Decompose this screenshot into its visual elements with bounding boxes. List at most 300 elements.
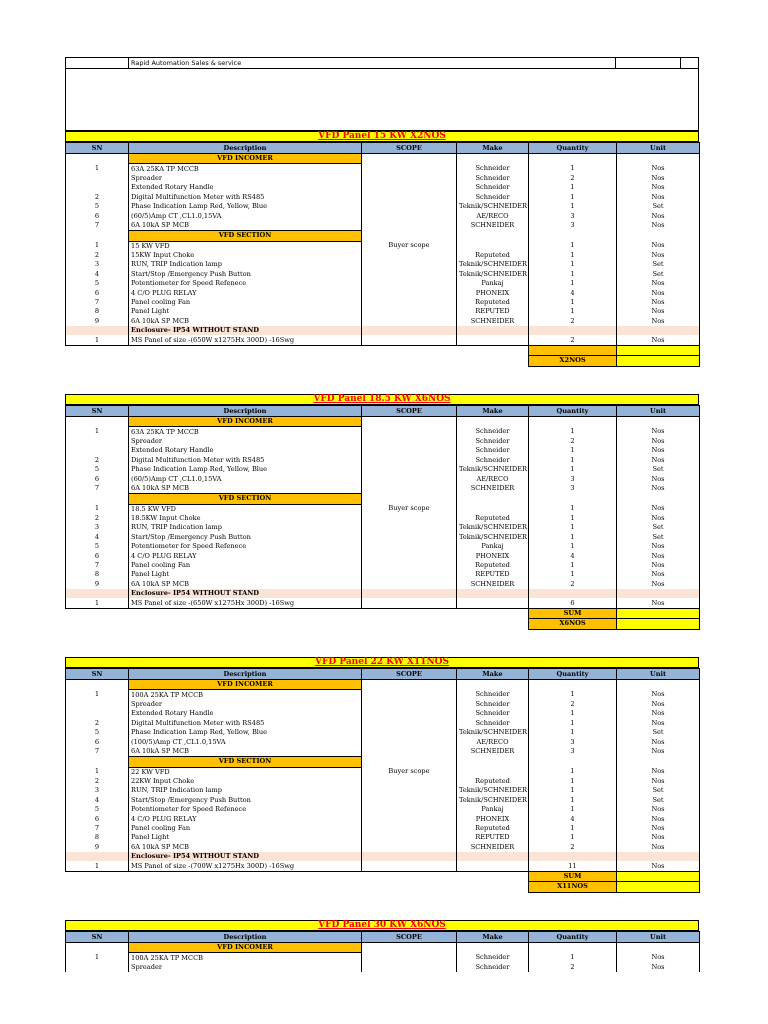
description-cell: Start/Stop /Emergency Push Button xyxy=(129,796,362,805)
quantity-cell: 2 xyxy=(529,963,617,972)
sn-cell: 1 xyxy=(66,241,129,251)
table-row xyxy=(66,747,700,757)
blank-cell xyxy=(617,231,700,241)
unit-cell: Nos xyxy=(617,551,700,560)
description-cell: Spreader xyxy=(129,437,362,446)
make-cell: REPUTED xyxy=(457,833,529,842)
column-header-scope: SCOPE xyxy=(362,406,457,417)
sum-label xyxy=(529,345,617,355)
scope-cell xyxy=(362,690,457,700)
description-cell: 22 KW VFD xyxy=(129,767,362,777)
make-cell: Schneider xyxy=(457,690,529,700)
blank-cell xyxy=(529,680,617,690)
column-header-sn: SN xyxy=(66,406,129,417)
description-cell: Potentiometer for Speed Refenece xyxy=(129,279,362,288)
blank-cell xyxy=(66,943,129,953)
unit-cell: Nos xyxy=(617,446,700,455)
quantity-cell: 1 xyxy=(529,805,617,814)
table-row xyxy=(66,777,700,786)
unit-cell: Nos xyxy=(617,719,700,728)
quantity-cell: 1 xyxy=(529,719,617,728)
column-header-description: Description xyxy=(129,932,362,943)
blank-cell xyxy=(66,154,129,164)
enclosure-label: Enclosure- IP54 WITHOUT STAND xyxy=(129,589,362,598)
blank-cell xyxy=(362,494,457,504)
description-cell: MS Panel of size -(650W x1275Hx 300D) -16Swg xyxy=(129,598,362,608)
sn-cell: 9 xyxy=(66,580,129,589)
blank-cell xyxy=(66,356,529,366)
quantity-cell: 1 xyxy=(529,514,617,523)
scope-cell xyxy=(362,174,457,183)
quantity-cell: 1 xyxy=(529,786,617,795)
make-cell: Teknik/SCHNEIDER xyxy=(457,728,529,737)
unit-cell: Set xyxy=(617,260,700,269)
blank-cell xyxy=(529,154,617,164)
unit-cell: Set xyxy=(617,728,700,737)
unit-cell: Nos xyxy=(617,251,700,260)
unit-cell: Nos xyxy=(617,814,700,823)
scope-cell xyxy=(362,183,457,192)
quantity-cell: 2 xyxy=(529,174,617,183)
table-row xyxy=(66,279,700,288)
sn-cell: 5 xyxy=(66,542,129,551)
column-header-scope: SCOPE xyxy=(362,143,457,154)
unit-cell: Set xyxy=(617,796,700,805)
blank-cell xyxy=(457,680,529,690)
sn-cell xyxy=(66,446,129,455)
unit-cell: Nos xyxy=(617,580,700,589)
table-row xyxy=(66,796,700,805)
make-cell: Reputeted xyxy=(457,251,529,260)
description-cell: Spreader xyxy=(129,963,362,972)
blank-cell xyxy=(617,757,700,767)
table-row xyxy=(66,193,700,202)
scope-cell xyxy=(362,709,457,718)
blank-cell xyxy=(617,852,700,861)
blank-cell xyxy=(66,494,129,504)
scope-cell xyxy=(362,953,457,963)
sn-cell: 6 xyxy=(66,551,129,560)
scope-cell xyxy=(362,335,457,345)
quantity-cell: 2 xyxy=(529,843,617,852)
quantity-cell: 3 xyxy=(529,211,617,220)
unit-cell: Nos xyxy=(617,164,700,174)
make-cell xyxy=(457,504,529,514)
make-cell: SCHNEIDER xyxy=(457,747,529,757)
vfd-section-label: VFD SECTION xyxy=(129,231,362,241)
description-cell: Panel Light xyxy=(129,833,362,842)
make-cell xyxy=(457,241,529,251)
sn-cell: 8 xyxy=(66,307,129,316)
column-header-description: Description xyxy=(129,669,362,680)
quantity-cell: 1 xyxy=(529,796,617,805)
header-blank-cell xyxy=(616,58,681,68)
quantity-cell: 1 xyxy=(529,777,617,786)
quantity-cell: 1 xyxy=(529,465,617,474)
make-cell: Teknik/SCHNEIDER xyxy=(457,786,529,795)
sn-cell: 2 xyxy=(66,514,129,523)
column-header-row xyxy=(66,143,700,154)
unit-cell: Nos xyxy=(617,561,700,570)
sn-cell: 4 xyxy=(66,270,129,279)
description-cell: Panel cooling Fan xyxy=(129,298,362,307)
sn-cell: 1 xyxy=(66,690,129,700)
make-cell: Schneider xyxy=(457,446,529,455)
unit-cell: Nos xyxy=(617,700,700,709)
make-cell xyxy=(457,598,529,608)
make-cell: Schneider xyxy=(457,456,529,465)
unit-cell: Nos xyxy=(617,288,700,297)
description-cell: 6A 10kA SP MCB xyxy=(129,747,362,757)
table-row xyxy=(66,317,700,326)
sn-cell: 8 xyxy=(66,570,129,579)
description-cell: 63A 25KA TP MCCB xyxy=(129,427,362,437)
quantity-cell: 4 xyxy=(529,814,617,823)
scope-cell xyxy=(362,824,457,833)
blank-cell xyxy=(617,417,700,427)
make-cell: Pankaj xyxy=(457,542,529,551)
table-row xyxy=(66,843,700,852)
blank-cell xyxy=(457,494,529,504)
sn-cell: 1 xyxy=(66,598,129,608)
description-cell: Start/Stop /Emergency Push Button xyxy=(129,270,362,279)
section-vfd-panel-22kw xyxy=(65,657,699,893)
unit-cell: Nos xyxy=(617,767,700,777)
sn-cell: 6 xyxy=(66,737,129,746)
quantity-cell: 1 xyxy=(529,709,617,718)
table-row xyxy=(66,456,700,465)
company-name: Rapid Automation Sales & service xyxy=(129,58,616,68)
unit-cell: Nos xyxy=(617,307,700,316)
quantity-cell: 1 xyxy=(529,561,617,570)
scope-cell xyxy=(362,437,457,446)
table-row xyxy=(66,861,700,871)
description-cell: 100A 25KA TP MCCB xyxy=(129,953,362,963)
quantity-multiplier: X2NOS xyxy=(529,356,617,366)
unit-cell: Nos xyxy=(617,221,700,231)
bill-of-materials-table xyxy=(65,931,700,972)
sn-cell: 1 xyxy=(66,335,129,345)
table-row xyxy=(66,260,700,269)
sn-cell: 7 xyxy=(66,824,129,833)
table-row xyxy=(66,298,700,307)
column-header-unit: Unit xyxy=(617,143,700,154)
enclosure-label: Enclosure- IP54 WITHOUT STAND xyxy=(129,852,362,861)
bill-of-materials-table xyxy=(65,668,700,893)
blank-cell xyxy=(457,326,529,335)
description-cell: Potentiometer for Speed Refenece xyxy=(129,805,362,814)
quantity-cell: 1 xyxy=(529,270,617,279)
blank-cell xyxy=(362,757,457,767)
column-header-scope: SCOPE xyxy=(362,669,457,680)
sn-cell: 3 xyxy=(66,523,129,532)
quantity-cell: 1 xyxy=(529,260,617,269)
unit-cell: Nos xyxy=(617,474,700,483)
make-cell: REPUTED xyxy=(457,570,529,579)
header-blank-cell xyxy=(66,58,129,68)
quantity-cell: 1 xyxy=(529,446,617,455)
scope-cell xyxy=(362,193,457,202)
sn-cell: 5 xyxy=(66,279,129,288)
make-cell: Schneider xyxy=(457,437,529,446)
unit-cell: Nos xyxy=(617,737,700,746)
table-row xyxy=(66,533,700,542)
description-cell: Spreader xyxy=(129,174,362,183)
make-cell: Teknik/SCHNEIDER xyxy=(457,796,529,805)
scope-cell xyxy=(362,786,457,795)
table-row xyxy=(66,805,700,814)
sn-cell: 7 xyxy=(66,561,129,570)
unit-cell: Nos xyxy=(617,861,700,871)
blank-cell xyxy=(617,494,700,504)
sn-cell: 5 xyxy=(66,728,129,737)
table-row xyxy=(66,767,700,777)
description-cell: 63A 25KA TP MCCB xyxy=(129,164,362,174)
make-cell xyxy=(457,335,529,345)
description-cell: Panel Light xyxy=(129,570,362,579)
description-cell: Extended Rotary Handle xyxy=(129,709,362,718)
sn-cell: 7 xyxy=(66,298,129,307)
unit-cell: Nos xyxy=(617,833,700,842)
unit-cell: Nos xyxy=(617,570,700,579)
table-row xyxy=(66,504,700,514)
section-title: VFD Panel 18.5 KW X6NOS xyxy=(65,394,699,405)
blank-cell xyxy=(457,852,529,861)
description-cell: 6A 10kA SP MCB xyxy=(129,221,362,231)
blank-cell xyxy=(66,871,529,881)
scope-cell xyxy=(362,260,457,269)
column-header-sn: SN xyxy=(66,932,129,943)
scope-cell xyxy=(362,580,457,589)
unit-cell: Nos xyxy=(617,183,700,192)
description-cell: Digital Multifunction Meter with RS485 xyxy=(129,456,362,465)
unit-cell: Nos xyxy=(617,437,700,446)
sn-cell: 9 xyxy=(66,317,129,326)
description-cell: Start/Stop /Emergency Push Button xyxy=(129,533,362,542)
sn-cell: 6 xyxy=(66,288,129,297)
scope-cell xyxy=(362,484,457,494)
blank-cell xyxy=(66,852,129,861)
blank-cell xyxy=(617,154,700,164)
table-row xyxy=(66,514,700,523)
vfd-incomer-label: VFD INCOMER xyxy=(129,154,362,164)
unit-cell: Set xyxy=(617,533,700,542)
make-cell: SCHNEIDER xyxy=(457,484,529,494)
make-cell: Schneider xyxy=(457,709,529,718)
make-cell: Reputeted xyxy=(457,824,529,833)
table-row xyxy=(66,833,700,842)
vfd-section-label-row xyxy=(66,757,700,767)
quantity-multiplier: X11NOS xyxy=(529,882,617,892)
make-cell: SCHNEIDER xyxy=(457,580,529,589)
table-row xyxy=(66,786,700,795)
make-cell: Schneider xyxy=(457,164,529,174)
description-cell: 4 C/O PLUG RELAY xyxy=(129,288,362,297)
section-vfd-panel-15kw xyxy=(65,131,699,367)
description-cell: Digital Multifunction Meter with RS485 xyxy=(129,193,362,202)
scope-cell xyxy=(362,270,457,279)
description-cell: (60/5)Amp CT ,CL1.0,15VA xyxy=(129,474,362,483)
description-cell: MS Panel of size -(700W x1275Hx 300D) -16Swg xyxy=(129,861,362,871)
table-row xyxy=(66,814,700,823)
sn-cell xyxy=(66,700,129,709)
quantity-cell: 1 xyxy=(529,307,617,316)
scope-cell xyxy=(362,833,457,842)
scope-cell xyxy=(362,279,457,288)
unit-cell: Nos xyxy=(617,690,700,700)
description-cell: RUN, TRIP Indication lamp xyxy=(129,523,362,532)
make-cell: SCHNEIDER xyxy=(457,843,529,852)
make-cell: Schneider xyxy=(457,174,529,183)
make-cell: PHONEIX xyxy=(457,288,529,297)
make-cell: Schneider xyxy=(457,719,529,728)
table-row xyxy=(66,737,700,746)
table-row xyxy=(66,174,700,183)
sn-cell: 7 xyxy=(66,747,129,757)
summary-unit-cell xyxy=(617,871,700,881)
vfd-incomer-label: VFD INCOMER xyxy=(129,680,362,690)
table-row xyxy=(66,824,700,833)
sn-cell: 1 xyxy=(66,953,129,963)
table-row xyxy=(66,446,700,455)
make-cell: Schneider xyxy=(457,183,529,192)
sn-cell: 8 xyxy=(66,833,129,842)
table-row xyxy=(66,598,700,608)
quantity-cell: 1 xyxy=(529,570,617,579)
table-row xyxy=(66,963,700,972)
sn-cell: 1 xyxy=(66,164,129,174)
sn-cell: 9 xyxy=(66,843,129,852)
quantity-cell: 3 xyxy=(529,484,617,494)
sn-cell: 6 xyxy=(66,211,129,220)
scope-cell xyxy=(362,843,457,852)
unit-cell: Nos xyxy=(617,211,700,220)
vfd-incomer-label-row xyxy=(66,943,700,953)
description-cell: Potentiometer for Speed Refenece xyxy=(129,542,362,551)
make-cell: Teknik/SCHNEIDER xyxy=(457,465,529,474)
scope-cell xyxy=(362,796,457,805)
sn-cell: 1 xyxy=(66,767,129,777)
quantity-cell: 1 xyxy=(529,456,617,465)
quantity-cell: 1 xyxy=(529,193,617,202)
summary-unit-cell xyxy=(617,356,700,366)
blank-cell xyxy=(66,608,529,618)
blank-cell xyxy=(529,852,617,861)
scope-cell xyxy=(362,551,457,560)
description-cell: Panel cooling Fan xyxy=(129,824,362,833)
scope-cell: Buyer scope xyxy=(362,241,457,251)
sum-label: SUM xyxy=(529,871,617,881)
column-header-unit: Unit xyxy=(617,669,700,680)
description-cell: Phase Indication Lamp Red, Yellow, Blue xyxy=(129,728,362,737)
blank-cell xyxy=(457,943,529,953)
unit-cell: Nos xyxy=(617,193,700,202)
description-cell: 22KW Input Choke xyxy=(129,777,362,786)
vfd-section-label-row xyxy=(66,231,700,241)
unit-cell: Nos xyxy=(617,824,700,833)
quantity-cell: 2 xyxy=(529,580,617,589)
sn-cell: 1 xyxy=(66,504,129,514)
description-cell: RUN, TRIP Indication lamp xyxy=(129,260,362,269)
scope-cell xyxy=(362,814,457,823)
scope-cell xyxy=(362,427,457,437)
summary-row xyxy=(66,619,700,629)
quantity-cell: 4 xyxy=(529,288,617,297)
table-row xyxy=(66,221,700,231)
quantity-multiplier: X6NOS xyxy=(529,619,617,629)
blank-cell xyxy=(66,619,529,629)
column-header-make: Make xyxy=(457,143,529,154)
quantity-cell: 4 xyxy=(529,551,617,560)
sn-cell: 2 xyxy=(66,251,129,260)
blank-cell xyxy=(362,417,457,427)
scope-cell xyxy=(362,164,457,174)
table-row xyxy=(66,427,700,437)
scope-cell xyxy=(362,298,457,307)
make-cell: Teknik/SCHNEIDER xyxy=(457,533,529,542)
sn-cell xyxy=(66,963,129,972)
table-row xyxy=(66,251,700,260)
column-header-description: Description xyxy=(129,143,362,154)
table-row xyxy=(66,953,700,963)
sn-cell: 2 xyxy=(66,456,129,465)
section-title: VFD Panel 30 KW X6NOS xyxy=(65,920,699,931)
table-row xyxy=(66,465,700,474)
sn-cell: 2 xyxy=(66,719,129,728)
blank-cell xyxy=(457,757,529,767)
quantity-cell: 1 xyxy=(529,298,617,307)
table-row xyxy=(66,580,700,589)
unit-cell: Nos xyxy=(617,598,700,608)
unit-cell: Nos xyxy=(617,843,700,852)
sn-cell xyxy=(66,709,129,718)
quantity-cell: 1 xyxy=(529,251,617,260)
scope-cell xyxy=(362,570,457,579)
unit-cell: Nos xyxy=(617,542,700,551)
description-cell: Panel Light xyxy=(129,307,362,316)
blank-cell xyxy=(66,882,529,892)
summary-row xyxy=(66,608,700,618)
document-header-box xyxy=(65,57,699,131)
quantity-cell: 1 xyxy=(529,767,617,777)
make-cell: Schneider xyxy=(457,953,529,963)
column-header-quantity: Quantity xyxy=(529,932,617,943)
make-cell: AE/RECO xyxy=(457,737,529,746)
description-cell: 6A 10kA SP MCB xyxy=(129,317,362,326)
scope-cell xyxy=(362,523,457,532)
quantity-cell: 1 xyxy=(529,833,617,842)
unit-cell: Nos xyxy=(617,174,700,183)
unit-cell: Nos xyxy=(617,777,700,786)
unit-cell: Nos xyxy=(617,456,700,465)
scope-cell xyxy=(362,465,457,474)
blank-cell xyxy=(457,417,529,427)
sn-cell xyxy=(66,174,129,183)
unit-cell: Nos xyxy=(617,709,700,718)
quantity-cell: 2 xyxy=(529,700,617,709)
unit-cell: Nos xyxy=(617,484,700,494)
vfd-incomer-label-row xyxy=(66,154,700,164)
vfd-section-label-row xyxy=(66,494,700,504)
blank-cell xyxy=(617,943,700,953)
make-cell: AE/RECO xyxy=(457,211,529,220)
enclosure-row xyxy=(66,326,700,335)
table-row xyxy=(66,474,700,483)
summary-unit-cell xyxy=(617,608,700,618)
quantity-cell: 3 xyxy=(529,747,617,757)
quantity-cell: 11 xyxy=(529,861,617,871)
quantity-cell: 1 xyxy=(529,523,617,532)
